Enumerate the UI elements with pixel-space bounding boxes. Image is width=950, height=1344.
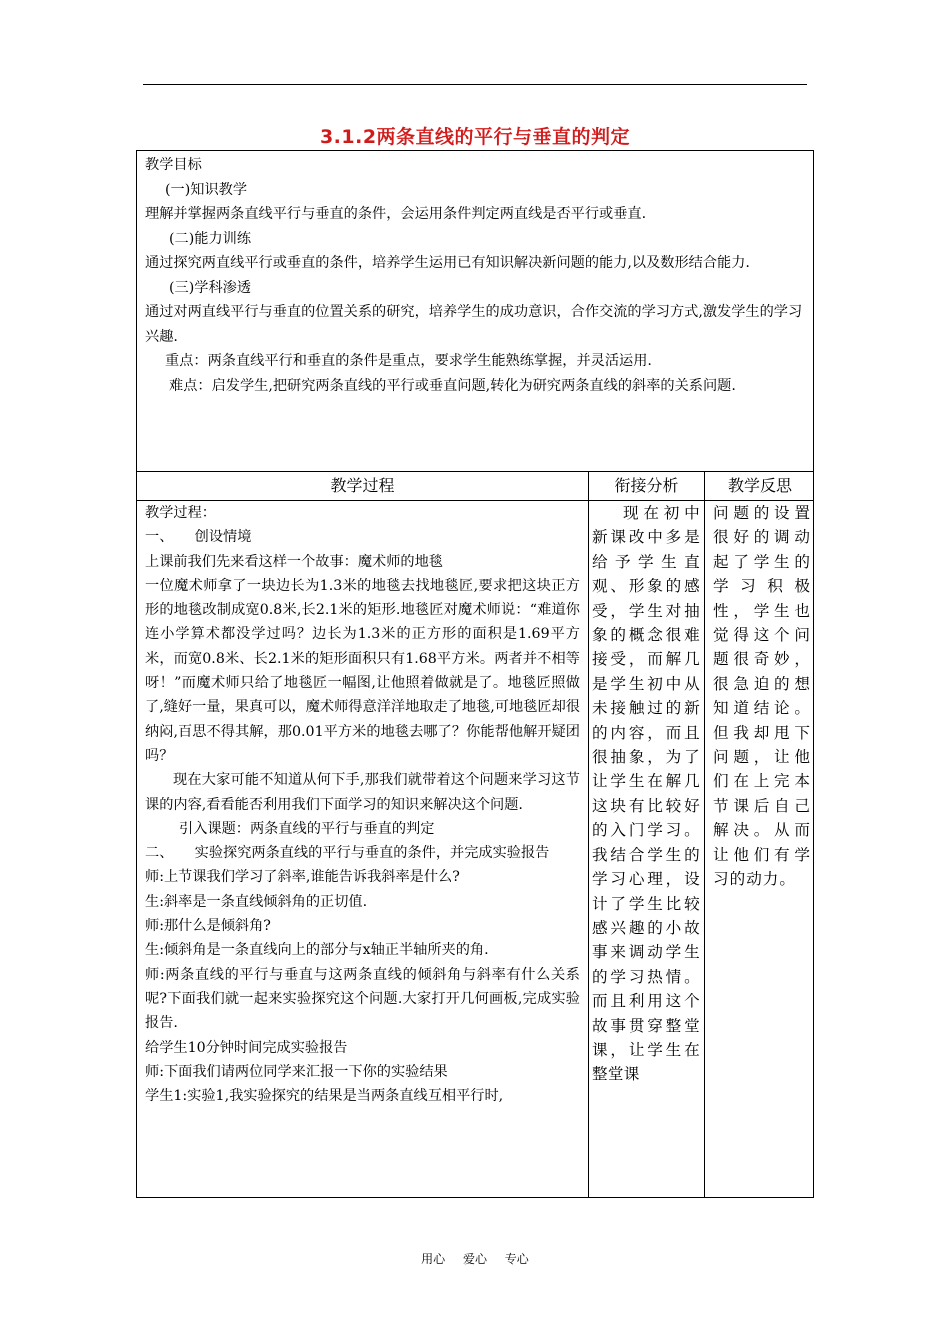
goal-section-1-text: 理解并掌握两条直线平行与垂直的条件，会运用条件判定两直线是否平行或垂直. (145, 206, 647, 222)
difficulty-point: 难点：启发学生,把研究两条直线的平行或垂直问题,转化为研究两条直线的斜率的关系问题. (169, 377, 736, 394)
goal-section-2-text: 通过探究两直线平行或垂直的条件，培养学生运用已有知识解决新问题的能力,以及数形结合能力. (145, 255, 750, 271)
header-analysis: 衔接分析 (614, 476, 679, 495)
process-line: 师:上节课我们学习了斜率,谁能告诉我斜率是什么? (145, 869, 460, 886)
goal-section-3-title: (三)学科渗透 (169, 279, 252, 296)
goal-section-2-title: (二)能力训练 (169, 230, 252, 247)
process-paragraph: 一位魔术师拿了一块边长为1.3米的地毯去找地毯匠,要求把这块正方形的地毯改制成宽0.8米,长2.1米的矩形.地毯匠对魔术师说：“难道你连小学算术都没学过吗？边长为1.3米的正方形的面积是1.69平方米，而宽0.8米、长2.1米的矩形面积只有1.68平方米。两者并不相等呀！”而魔术师只给了地毯匠一幅图,让他照着做就是了。地毯匠照做了,缝好一量，果真可以，魔术师得意洋洋地取走了地毯,可地毯匠却很纳闷,百思不得其解，那0.01平方米的地毯去哪了？你能帮他解开疑团吗？ (145, 577, 580, 764)
process-line: 一、 创设情境 (145, 529, 252, 546)
column-divider (704, 472, 705, 1197)
goal-section-1-title: (一)知识教学 (165, 181, 248, 198)
column-divider (588, 472, 589, 1197)
process-line: 生:倾斜角是一条直线向上的部分与x轴正半轴所夹的角. (145, 942, 489, 959)
goals-heading: 教学目标 (145, 157, 202, 173)
reflection-column (713, 501, 811, 892)
process-line: 给学生10分钟时间完成实验报告 (145, 1039, 348, 1056)
process-line: 二、 实验探究两条直线的平行与垂直的条件，并完成实验报告 (145, 845, 550, 862)
process-line: 教学过程： (145, 505, 216, 521)
header-rule (143, 84, 807, 85)
process-paragraph: 师:两条直线的平行与垂直与这两条直线的倾斜角与斜率有什么关系呢?下面我们就一起来实验探究这个问题.大家打开几何画板,完成实验报告. (145, 966, 580, 1032)
key-point: 重点：两条直线平行和垂直的条件是重点，要求学生能熟练掌握，并灵活运用. (165, 353, 652, 369)
header-reflection: 教学反思 (727, 476, 792, 495)
process-paragraph: 现在大家可能不知道从何下手,那我们就带着这个问题来学习这节课的内容,看看能否利用我们下面学习的知识来解决这个问题. (145, 772, 580, 813)
process-line: 引入课题：两条直线的平行与垂直的判定 (179, 820, 435, 837)
reflection-text: 问题的设置很好的调动起了学生的学习积极性，学生也觉得这个问题很奇妙，很急迫的想知道结论。但我却甩下问题，让他们在上完本节课后自己解决。从而让他们有学习的动力。 (713, 504, 811, 889)
process-line: 上课前我们先来看这样一个故事：魔术师的地毯 (145, 553, 443, 570)
process-line: 师:那什么是倾斜角? (145, 918, 271, 935)
process-column (137, 501, 587, 1108)
page-footer: 用心 爱心 专心 (421, 1252, 529, 1266)
process-line: 生:斜率是一条直线倾斜角的正切值. (145, 893, 368, 910)
analysis-text: 现在初中新课改中多是给予学生直观、形象的感受，学生对抽象的概念很难接受，而解几是学生初中从未接触过的新的内容，而且很抽象，为了让学生在解几这块有比较好的入门学习。我结合学生的学习心理，设计了学生比较感兴趣的小故事来调动学生的学习热情。而且利用这个故事贯穿整堂课，让学生在整堂课 (592, 504, 700, 1084)
goal-section-3-text: 通过对两直线平行与垂直的位置关系的研究，培养学生的成功意识，合作交流的学习方式,激发学生的学习兴趣. (145, 304, 803, 345)
lesson-table (136, 472, 814, 1198)
analysis-column (592, 501, 700, 1087)
process-line: 学生1:实验1,我实验探究的结果是当两条直线互相平行时, (145, 1088, 504, 1105)
teaching-goals-box (136, 150, 814, 472)
process-line: 师:下面我们请两位同学来汇报一下你的实验结果 (145, 1063, 448, 1080)
page-title: 3.1.2两条直线的平行与垂直的判定 (319, 126, 631, 148)
header-process: 教学过程 (330, 476, 395, 495)
